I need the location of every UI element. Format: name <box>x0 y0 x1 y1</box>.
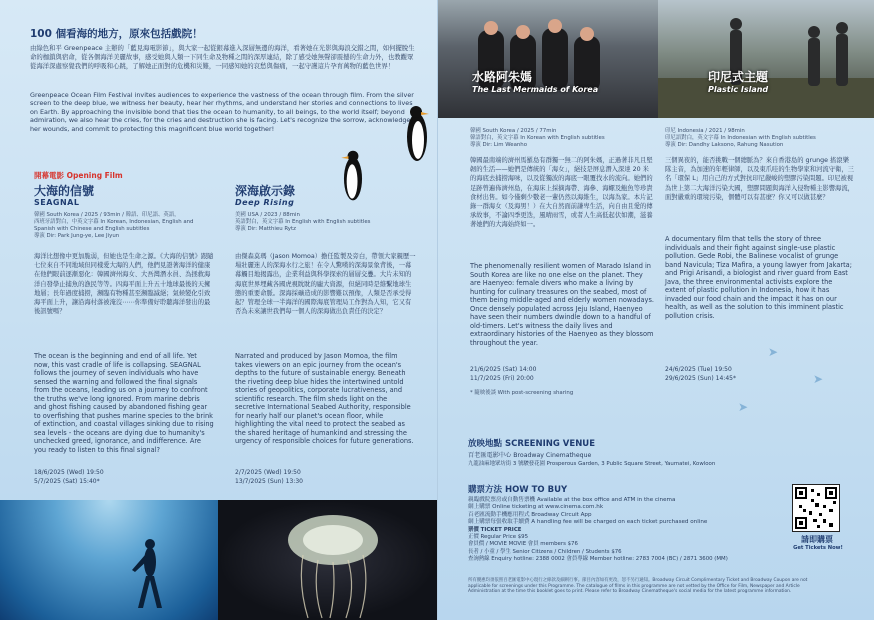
film1-synopsis-en: The ocean is the beginning and end of all life. Yet now, this vast cradle of life is collapsing. SEAGNAL follows the journey of seven individuals who have sensed the warning and followed the final signals from the oceans, leading us on a journey to confront the truths we've long ignored. From marine debris and ghost fishing caused by abandoned fishing gear to overfishing that pushes marine species to the brink of extinction, and coastal villages sinking due to rising sea levels - the oceans are dying due to humanity's unchecked greed, ignorance, and indifference. Are you ready to listen to this final signal? <box>34 352 214 454</box>
film4-synopsis-zh: 三個異夜的，能否挑戰一個總脈為？來自香港島的 grunge 搖滾樂隊主音，為加速的年輕律師，以及東爪哇的生物學家和河流守衛，三名「環保 L」用自己的方式對抗印尼嚴峻的塑膠污染問題。印尼被視為世上第二大海洋污染大國，塑膠問題與海洋入侵物種主影響海流，面對嚴重的環境污染，個體可以有甚麼？你又可以做甚麼？ <box>665 157 854 201</box>
howto-line: 網上購票每張收取手續費 A handling fee will be charged on each ticket purchased online <box>468 519 708 526</box>
intro-english: Greenpeace Ocean Film Festival invites audiences to experience the vastness of the ocean through film. From the silver screen to the deep blue, we witness her beauty, hear her rhythms, and understand her stories and connections to lives on Earth. By approaching the invisible bond that ties the ocean to humanity, to all beings, to the world itself; beyond admiration, we also hear the cries, for the cries and destruction she is facing. Let's recognize the sorrow, acknowledge her wounds, and commit to protecting this magnificent blue world together! <box>30 91 414 133</box>
right-panel <box>437 0 874 620</box>
venue-line: 九龍油麻地眾坊街 3 號駿發花園 Prosperous Garden, 3 Public Square Street, Yaumatei, Kowloon <box>468 461 716 467</box>
showtime: 13/7/2025 (Sun) 13:30 <box>235 478 303 485</box>
ticket-price <box>468 527 798 563</box>
penguin-icon <box>403 103 431 165</box>
film2-meta: 美國 USA / 2023 / 88min 英語對白，英文字幕 In English with English subtitles 導演 Dir: Matthieu Rytz <box>235 212 371 232</box>
film1-title-zh: 大海的信號 <box>34 184 95 198</box>
fish-icon: ➤ <box>738 400 749 414</box>
howto-line: 親臨戲院票房或自動售票機 Available at the box office and ATM in the cinema <box>468 497 676 503</box>
qr-code-icon <box>793 485 839 531</box>
fish-icon: ➤ <box>768 345 779 359</box>
showtime: 2/7/2025 (Wed) 19:50 <box>235 469 301 476</box>
ticket-price-label: 票價 TICKET PRICE <box>468 527 522 533</box>
film2-showtimes <box>235 468 303 486</box>
film3-synopsis-en: The phenomenally resilient women of Marado Island in South Korea are like no one else on the planet. They are Haenyeo: female divers who make a living by hunting for culinary treasures on the seabed, most of them being middle-aged and elderly women nowadays. Once densely populated across Jeju Island, Haenyeo have seen their numbers dwindle down to a handful of old-timers. Let's witness the daily lives and extraordinary histories of the Haenyeo as they blossom throughout the year. <box>470 262 654 347</box>
showtime: 5/7/2025 (Sat) 15:40* <box>34 478 100 485</box>
film3-meta: 韓國 South Korea / 2025 / 77min 韓語對白，英文字幕 In Korean with English subtitles 導演 Dir: Lim Weanho <box>470 128 605 148</box>
showtime: 29/6/2025 (Sun) 14:45* <box>665 375 736 382</box>
film1-synopsis-zh: 海洋比想像中更加脆弱，但她也是生命之源。《大海的信號》跟隨七位來自不同地域但同樣愛大海的人們，他們見證著海洋的健康在他們眼前逐漸惡化：韓國濟州海女、大吾灣潛水員、為拯救海洋自發學止捕魚的漁民等等。四海平面上升五十地球最後的天擁地層；長年過度捕撈，瀕臨有物種甚至瀕臨滅絕；氣候變化引致海平面上升，讓沿海村落被淹沒⋯⋯你準備好聆聽海洋發出的最後訊號嗎？ <box>34 253 214 316</box>
how-to-buy-label: 購票方法 HOW TO BUY <box>468 485 568 495</box>
film4-meta: 印尼 Indonesia / 2021 / 98min 印尼語對白，英文字幕 In Indonesian with English subtitles 導演 Dir: Dandhy Laksono, Rahung Nasution <box>665 128 816 148</box>
divers-group-icon <box>438 0 658 118</box>
howto-line: 網上購票 Online ticketing at www.cinema.com.hk <box>468 504 604 511</box>
diver-photo <box>0 500 218 620</box>
film4-title-en: Plastic Island <box>708 85 769 94</box>
film3-title-zh: 水路阿朱媽 <box>472 70 533 84</box>
jellyfish-photo <box>218 500 437 620</box>
ticket-line: 正價 Regular Price $95 <box>468 534 529 541</box>
plastic-island-photo <box>658 0 874 118</box>
showtime: 24/6/2025 (Tue) 19:50 <box>665 366 732 373</box>
get-tickets-zh: 請即購票 <box>801 535 833 544</box>
film4-title-zh: 印尼式主題 <box>708 70 769 84</box>
fish-icon: ➤ <box>813 372 824 386</box>
film2-synopsis-en: Narrated and produced by Jason Momoa, the film takes viewers on an epic journey from the ocean's depths to the future of sustainable energy. Beneath the riveting deep blue hides the intertwined untold stories of geopolitics, corporate lucrativeness, and scientific research. The film sheds light on the secretive International Seabed Authority, responsible for nearly half our planet's ocean floor, while highlighting the vital need to protect the seabed as the shared heritage of humankind and stressing the urgency of responsible choices for future generations. <box>235 352 414 445</box>
venue-line: 百老匯電影中心 Broadway Cinematheque <box>468 452 592 459</box>
diver-silhouette-icon <box>0 500 218 620</box>
people-on-shore-icon <box>658 0 874 118</box>
showtime: 21/6/2025 (Sat) 14:00 <box>470 366 537 373</box>
showtime: 11/7/2025 (Fri) 20:00 <box>470 375 534 382</box>
film1-meta: 韓國 South Korea / 2025 / 93min / 韓語、印尼語、英語， 西班牙語對白，中英文字幕 In Korean, Indonesian, English and Spanish with Chinese and English subtitles 導演 Dir: Park Jung-ye, Lee Jiyun <box>34 212 194 239</box>
how-to-buy-list <box>468 497 768 527</box>
venue-address <box>468 451 715 469</box>
fine-print: 所有優惠均須依照百老匯電影中心現行之條款及細則行事。節目內容如有更改，恕不另行通知。Broadway Circuit Complimentary Ticket and Broadway Coupon are not applicable for screenings under this Programme. The catalogue of films in this programme are not vetted by the Office for Film, Newspaper and Article Administration at the time this booklet goes to print. Please refer to Broadway Cinematheque's social media for the latest programme information. <box>468 578 808 595</box>
film3-showtimes <box>470 365 536 383</box>
showtime: 18/6/2025 (Wed) 19:50 <box>34 469 104 476</box>
intro-heading: 100 個看海的地方，原來包括戲院！ <box>30 28 203 40</box>
venue-label: 放映地點 SCREENING VENUE <box>468 439 596 449</box>
qr-code[interactable] <box>792 484 840 532</box>
haenyeo-photo <box>438 0 658 118</box>
film1-title-en: SEAGNAL <box>34 198 80 207</box>
jellyfish-icon <box>218 500 437 620</box>
opening-film-label: 開幕電影 Opening Film <box>34 171 123 180</box>
film4-synopsis-en: A documentary film that tells the story of three individuals and their fight against single-use plastic pollution. Gede Robi, the Balinese vocalist of grunge band Navicula; Tiza Mafira, a young lawyer from Jakarta; and Prigi Arisandi, a biologist and river guard from East Java, the three environmental activists explore the extent of plastic pollution in Indonesia, how it has invaded our food chain and the impact it has on our health, as well as the solution to this imminent plastic pollution crisis. <box>665 235 852 320</box>
intro-chinese: 由綠色和平 Greenpeace 主辦的「藍見海電影節」，與大家一起從銀幕進入深層無邊的海洋，看著她在光影與海浪交錯之間，如何擺脫生命的枷鎖與宿命，從各個海洋美麗故事，感受她與人類一下同生命及物種之間的深厚連結，除了感受她無聲卻震撼的生命力外，也教觀眾從海洋深處察覺我們的呼吸和心跳，了解她正面對的危機和災難，一同感知她的哀愁與傷痛，一起守護這片孕育萬物的藍色世界！ <box>30 44 415 70</box>
ticket-line: 會員價 / MOVIE MOVIE 會員 members $76 <box>468 541 578 548</box>
film2-synopsis-zh: 由傑森莫瑪（Jason Momoa）擔任監製及旁白，帶領大家親歷一場壯麗迷人的深海水行之旅！在令人驚嘆的深海景象背後，一幕幕觸目地揭露出，企業利益與科學探索的層層交疊。大片未知的海底世界埋藏各國虎視眈眈的龐大資源，但絕同時是維繫地球生態的重要命脈。深海採礦造成的影響難以預像，人類是否承受得起？管理全球一半海洋的國際海底管理局工作對為人知，它又有否為未來讓世我們每一個人的深海做出負責任的決定？ <box>235 253 416 316</box>
film2-title-en: Deep Rising <box>235 198 295 207</box>
howto-line: 百老匯流動手機應用程式 Broadway Circuit App <box>468 511 592 518</box>
penguin-icon <box>340 148 366 204</box>
post-screening-note: * 隨映後談 With post-screening sharing <box>470 390 574 396</box>
film3-synopsis-zh: 韓國最南端的濟州馬羅島有群獨一無二的阿朱媽，正過著非凡且堅韌的生活——她們是傳統的「海女」，絕技是屏息潛入深達 20 米的海底去捕撈海味，以及從獨波的海底一眼覆找水的流向。她們的足跡曾遍佈濟州島，在海床上採摘海帶、海參、海螺及鮑魚等珍貴食材出售。如今僅剩少數老一輩仍然以海維生，以海為家。本片記錄一群海女（及海男！）在大自然面前謙卑生活，向自由且愛的傳承故事，不論四季更迭，風晴雨雪，或者人生高低起伏如潮，滋養著她們的大海始終如一。 <box>470 157 653 229</box>
ticket-line: 查詢熱線 Enquiry hotline: 2388 0002 會員專線 Member hotline: 2783 7004 (BC) / 2871 3600 (MM) <box>468 555 728 562</box>
film2-title-zh: 深海啟示錄 <box>235 184 296 198</box>
film3-title-en: The Last Mermaids of Korea <box>472 85 599 94</box>
film4-showtimes <box>665 365 736 383</box>
get-tickets-en: Get Tickets Now! <box>793 545 843 551</box>
ticket-line: 長者 / 小童 / 學生 Senior Citizens / Children / Students $76 <box>468 548 622 555</box>
film1-showtimes <box>34 468 104 486</box>
